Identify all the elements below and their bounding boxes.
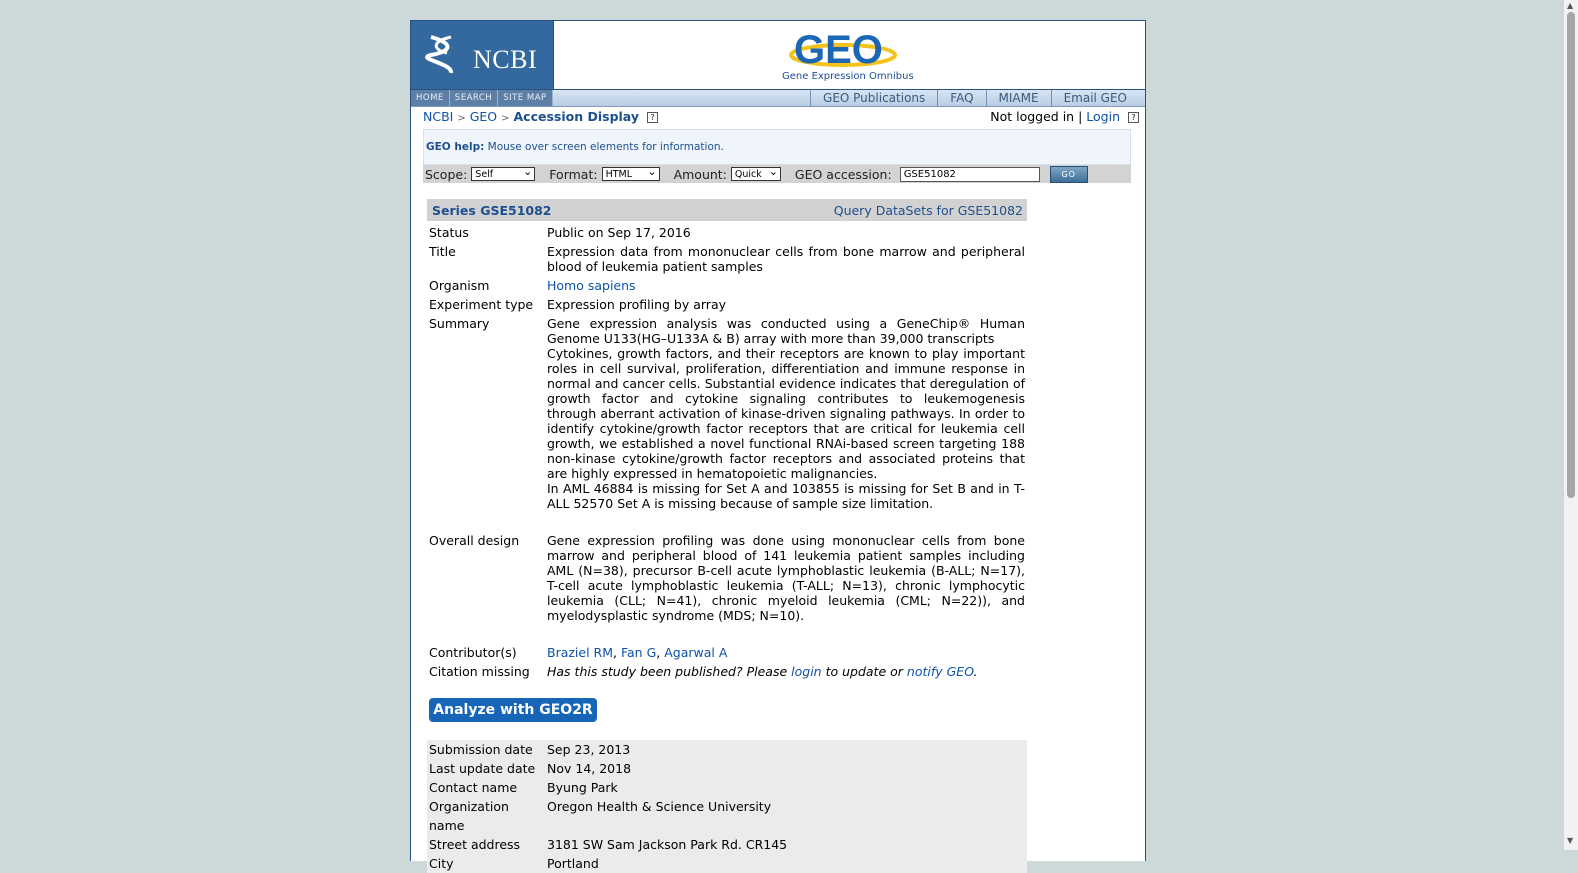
citation-text: Has this study been published? Please <box>547 664 788 679</box>
nav-site-map[interactable]: SITE MAP <box>498 90 552 106</box>
summary-paragraph-3: In AML 46884 is missing for Set A and 103855 is missing for Set B and in T-ALL 52570 Set A is missing because of sample size limitation. <box>547 481 1025 511</box>
nav-home[interactable]: HOME <box>411 90 450 106</box>
organism-row <box>429 278 1027 293</box>
organization-label: Organization name <box>429 799 509 833</box>
series-header <box>427 199 1027 221</box>
accession-input[interactable]: GSE51082 <box>900 167 1040 182</box>
last-update-label: Last update date <box>429 761 536 776</box>
amount-label: Amount: <box>673 166 727 182</box>
contributors-row: Contributor(s) Braziel RM, Fan G, Agarwal A <box>429 645 728 660</box>
summary-label: Summary <box>429 316 490 331</box>
format-label: Format: <box>549 166 598 182</box>
format-select[interactable]: HTML ⌄ <box>602 167 660 181</box>
submission-date-value: Sep 23, 2013 <box>547 742 631 757</box>
amount-select[interactable]: Quick ⌄ <box>731 167 781 181</box>
ncbi-logo-text: NCBI <box>473 45 538 74</box>
geo-nav <box>810 90 1139 106</box>
breadcrumb <box>423 109 658 124</box>
nav-geo-publications[interactable]: GEO Publications <box>810 90 937 106</box>
login-area: Not logged in | Login ? <box>990 109 1139 124</box>
help-icon[interactable]: ? <box>647 112 658 123</box>
submission-date-label: Submission date <box>429 742 533 757</box>
ncbi-nav <box>411 90 553 106</box>
organization-row <box>427 797 1027 835</box>
accession-label: GEO accession: <box>794 166 892 182</box>
go-button[interactable]: GO <box>1050 166 1088 183</box>
citation-row <box>429 664 1027 679</box>
city-label: City <box>429 856 454 871</box>
summary-paragraph-2: Cytokines, growth factors, and their receptors are known to play important roles in cell survival, proliferation, differentiation and immune response in normal and cancer cells. Substantial evidence indicates that deregulation of growth factor and cytokine signaling contributes to leukemogenesis through aberrant activation of kinase-driven signaling pathways. In order to identify cytokine/growth factor receptors that are critical for leukemia cell growth, we established a novel functional RNAi-based screen targeting 188 non-kinase cytokine/growth factor receptors and associated proteins that are highly expressed in hematopoietic malignancies. <box>547 346 1025 481</box>
contributor-link[interactable]: Braziel RM <box>547 645 614 660</box>
help-label: GEO help: <box>426 141 485 153</box>
geo-subtitle: Gene Expression Omnibus <box>782 71 914 82</box>
nav-email-geo[interactable]: Email GEO <box>1051 90 1139 106</box>
city-row <box>427 854 1027 873</box>
notify-geo-link[interactable]: notify GEO <box>906 664 974 679</box>
breadcrumb-ncbi[interactable]: NCBI <box>423 109 454 124</box>
contact-name-label: Contact name <box>429 780 518 795</box>
last-update-row <box>427 759 1027 778</box>
vertical-scrollbar[interactable] <box>1564 0 1578 850</box>
login-link[interactable]: Login <box>1086 109 1121 124</box>
overall-design-row <box>429 533 1027 623</box>
scroll-down-arrow-icon[interactable]: ▼ <box>1567 836 1574 845</box>
overall-design-value: Gene expression profiling was done using mononuclear cells from bone marrow and peripheral blood of 141 leukemia patient samples including AML (N=38), precursor B-cell acute lymphoblastic leukemia (B-ALL; N=17), T-cell acute lymphoblastic leukemia (T-ALL; N=13), chronic lymphocytic leukemia (CLL; N=41), chronic myeloid leukemia (CML; N=22)), and myelodysplastic syndrome (MDS; N=10). <box>547 533 1025 623</box>
contributors-label: Contributor(s) <box>429 645 517 660</box>
status-label: Status <box>429 225 469 240</box>
login-status: Not logged in <box>990 109 1075 124</box>
geo-logo-text: GEO <box>794 28 883 71</box>
contact-name-row <box>427 778 1027 797</box>
help-text: Mouse over screen elements for information. <box>487 141 724 153</box>
query-toolbar <box>423 165 1131 183</box>
breadcrumb-separator: > <box>457 113 466 124</box>
status-row <box>429 225 1027 240</box>
summary-paragraph-1: Gene expression analysis was conducted using a GeneChip® Human Genome U133(HG–U133A & B) array with more than 39,000 transcripts <box>547 316 1025 346</box>
series-details <box>429 225 1027 679</box>
breadcrumb-geo[interactable]: GEO <box>469 109 498 124</box>
citation-end: . <box>973 664 978 679</box>
title-row <box>429 244 1027 274</box>
scope-label: Scope: <box>425 166 468 182</box>
nav-faq[interactable]: FAQ <box>937 90 985 106</box>
organism-label: Organism <box>429 278 490 293</box>
title-value: Expression data from mononuclear cells from bone marrow and peripheral blood of leukemia patient samples <box>547 244 1025 274</box>
help-box <box>423 129 1131 165</box>
title-label: Title <box>429 244 456 259</box>
citation-text: to update or <box>825 664 903 679</box>
street-row <box>427 835 1027 854</box>
dna-icon <box>423 33 463 77</box>
breadcrumb-separator: > <box>501 113 510 124</box>
summary-row <box>429 316 1027 511</box>
contributor-link[interactable]: Fan G <box>620 645 657 660</box>
experiment-type-value: Expression profiling by array <box>547 297 727 312</box>
nav-miame[interactable]: MIAME <box>986 90 1051 106</box>
ncbi-logo[interactable] <box>411 21 553 89</box>
nav-search[interactable]: SEARCH <box>450 90 498 106</box>
analyze-geo2r-button[interactable]: Analyze with GEO2R <box>429 698 597 722</box>
top-navbar <box>411 89 1145 107</box>
submission-date-row <box>427 740 1027 759</box>
experiment-type-label: Experiment type <box>429 297 534 312</box>
organization-value: Oregon Health & Science University <box>547 799 772 814</box>
experiment-type-row <box>429 297 1027 312</box>
contact-name-value: Byung Park <box>547 780 618 795</box>
last-update-value: Nov 14, 2018 <box>547 761 632 776</box>
series-title: Series GSE51082 <box>432 203 552 218</box>
submission-info <box>427 740 1027 873</box>
geo-logo[interactable] <box>553 21 1145 89</box>
scroll-up-arrow-icon[interactable]: ▲ <box>1567 1 1574 10</box>
citation-label: Citation missing <box>429 664 530 679</box>
street-value: 3181 SW Sam Jackson Park Rd. CR145 <box>547 837 788 852</box>
organism-link[interactable]: Homo sapiens <box>547 278 636 293</box>
contributor-link[interactable]: Agarwal A <box>664 645 728 660</box>
scope-select[interactable]: Self ⌄ <box>471 167 535 181</box>
scrollbar-thumb[interactable] <box>1567 12 1575 498</box>
query-datasets-link[interactable]: Query DataSets for GSE51082 <box>833 203 1023 218</box>
street-label: Street address <box>429 837 521 852</box>
breadcrumb-current: Accession Display <box>513 109 640 124</box>
geo-logo-graphic <box>788 25 898 71</box>
citation-login-link[interactable]: login <box>791 664 822 679</box>
city-value: Portland <box>547 856 599 871</box>
status-value: Public on Sep 17, 2016 <box>547 225 691 240</box>
help-icon[interactable]: ? <box>1128 112 1139 123</box>
overall-design-label: Overall design <box>429 533 520 548</box>
page-container <box>410 20 1146 871</box>
